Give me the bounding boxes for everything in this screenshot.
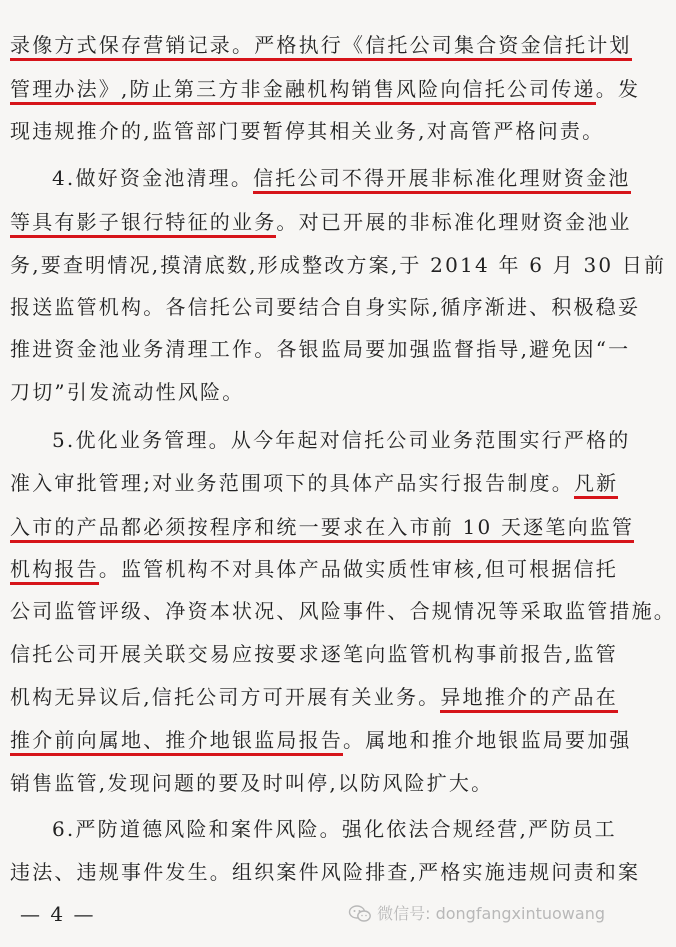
text-line: 机构报告。监管机构不对具体产品做实质性审核,但可根据信托	[10, 549, 629, 589]
highlighted-text: 等具有影子银行特征的业务	[10, 210, 276, 238]
watermark	[349, 894, 605, 934]
highlighted-text: 凡新	[574, 471, 618, 499]
text-line: 销售监管,发现问题的要及时叫停,以防风险扩大。	[10, 771, 494, 795]
text-line: 6.严防道德风险和案件风险。强化依法合规经营,严防员工	[52, 817, 617, 841]
text-line: 现违规推介的,监管部门要暂停其相关业务,对高管严格问责。	[10, 119, 605, 143]
text-line: 准入审批管理;对业务范围项下的具体产品实行报告制度。凡新	[10, 463, 629, 503]
highlighted-text: 入市的产品都必须按程序和统一要求在入市前 10 天逐笔向监管	[10, 515, 634, 543]
text-line: 报送监管机构。各信托公司要结合自身实际,循序渐进、积极稳妥	[10, 295, 641, 319]
wechat-icon	[349, 905, 371, 923]
page-number: — 4 —	[20, 902, 96, 926]
highlighted-text: 信托公司不得开展非标准化理财资金池	[253, 166, 630, 194]
highlighted-text: 机构报告	[10, 557, 99, 585]
text-line: 推进资金池业务清理工作。各银监局要加强监督指导,避免因“一	[10, 337, 631, 361]
text-line: 违法、违规事件发生。组织案件风险排查,严格实施违规问责和案	[10, 860, 641, 884]
text-line	[10, 25, 632, 65]
highlighted-text: 推介前向属地、推介地银监局报告	[10, 728, 343, 756]
text-line	[10, 507, 635, 547]
text-line: 5.优化业务管理。从今年起对信托公司业务范围实行严格的	[52, 428, 631, 452]
text-line: 务,要查明情况,摸清底数,形成整改方案,于 2014 年 6 月 30 日前	[10, 253, 667, 277]
text-line: 刀切”引发流动性风险。	[10, 380, 245, 404]
text-line: 公司监管评级、净资本状况、风险事件、合规情况等采取监管措施。	[10, 599, 676, 623]
text-line: 等具有影子银行特征的业务。对已开展的非标准化理财资金池业	[10, 202, 629, 242]
text-line: 管理办法》,防止第三方非金融机构销售风险向信托公司传递。发	[10, 69, 629, 109]
text-line: 4.做好资金池清理。信托公司不得开展非标准化理财资金池	[52, 158, 671, 198]
highlighted-text: 录像方式保存营销记录。严格执行《信托公司集合资金信托计划	[10, 33, 632, 61]
text-line: 推介前向属地、推介地银监局报告。属地和推介地银监局要加强	[10, 720, 629, 760]
text-line: 机构无异议后,信托公司方可开展有关业务。异地推介的产品在	[10, 677, 629, 717]
watermark-text: 微信号: dongfangxintuowang	[377, 904, 605, 923]
text-line: 信托公司开展关联交易应按要求逐笔向监管机构事前报告,监管	[10, 642, 618, 666]
highlighted-text: 异地推介的产品在	[440, 685, 618, 713]
page-footer	[0, 894, 619, 934]
highlighted-text: 管理办法》,防止第三方非金融机构销售风险向信托公司传递	[10, 77, 596, 105]
